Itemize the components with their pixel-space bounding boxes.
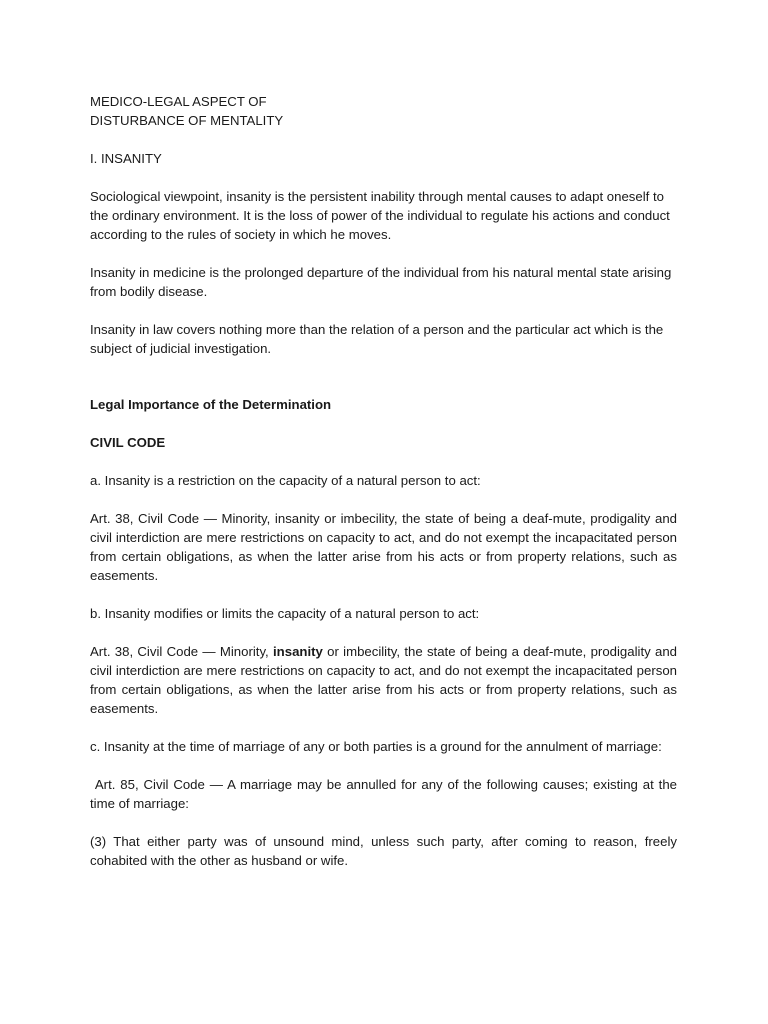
heading-legal-importance: Legal Importance of the Determination bbox=[90, 397, 332, 412]
document-page bbox=[90, 92, 681, 870]
paragraph-sociological: Sociological viewpoint, insanity is the persistent inability through mental causes to adapt oneself to the ordinary environment. It is the loss of power of the individual to regulate his actions and conduct according to the rules of society in which he moves. bbox=[90, 189, 670, 242]
item-a: a. Insanity is a restriction on the capacity of a natural person to act: bbox=[90, 473, 481, 488]
item-c: c. Insanity at the time of marriage of any or both parties is a ground for the annulment of marriage: bbox=[90, 739, 662, 754]
article-38-second-post: or imbecility, the state of being a deaf-mute, prodigality and civil interdiction are mere restrictions on capacity to act, and do not exempt the incapacitated person from certain obligations, as when the latter arise from his acts or from property relations, such as easements. bbox=[90, 644, 677, 716]
article-38-second bbox=[90, 642, 677, 718]
article-85: Art. 85, Civil Code — A marriage may be annulled for any of the following causes; existing at the time of marriage: bbox=[90, 777, 681, 811]
article-38-first: Art. 38, Civil Code — Minority, insanity or imbecility, the state of being a deaf-mute, prodigality and civil interdiction are mere restrictions on capacity to act, and do not exempt the incapacitated person from certain obligations, as when the latter arise from his acts or from property relations, such as easements. bbox=[90, 511, 677, 583]
section-heading-insanity: I. INSANITY bbox=[90, 151, 162, 166]
document-title-line-2: DISTURBANCE OF MENTALITY bbox=[90, 113, 284, 128]
paragraph-law: Insanity in law covers nothing more than the relation of a person and the particular act which is the subject of judicial investigation. bbox=[90, 322, 664, 356]
heading-civil-code: CIVIL CODE bbox=[90, 435, 166, 450]
article-38-second-pre: Art. 38, Civil Code — Minority, bbox=[90, 644, 274, 659]
item-b: b. Insanity modifies or limits the capacity of a natural person to act: bbox=[90, 606, 480, 621]
article-38-second-bold: insanity bbox=[273, 644, 323, 659]
cause-3: (3) That either party was of unsound mind, unless such party, after coming to reason, freely cohabited with the other as husband or wife. bbox=[90, 834, 677, 868]
document-title-line-1: MEDICO-LEGAL ASPECT OF bbox=[90, 94, 267, 109]
paragraph-medicine: Insanity in medicine is the prolonged departure of the individual from his natural mental state arising from bodily disease. bbox=[90, 265, 672, 299]
